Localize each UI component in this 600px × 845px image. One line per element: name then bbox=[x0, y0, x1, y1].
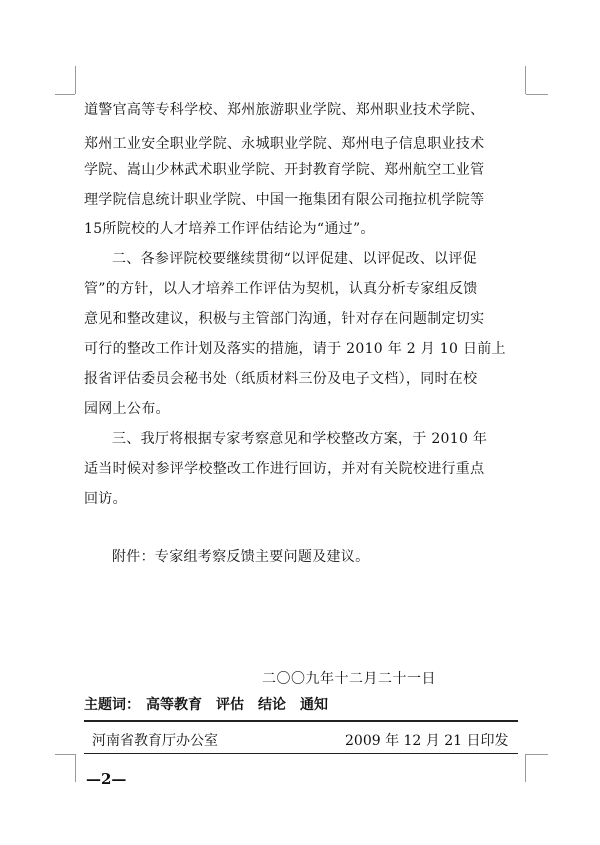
issue-date: 二〇〇九年十二月二十一日 bbox=[262, 671, 436, 687]
body-line: 三、我厅将根据专家考察意见和学校整改方案，于 2010 年 bbox=[112, 431, 488, 447]
keywords-row bbox=[84, 694, 342, 714]
issuer-office: 河南省教育厅办公室 bbox=[92, 733, 218, 749]
crop-mark-bottom-left-vertical bbox=[75, 754, 76, 782]
body-line: 回访。 bbox=[84, 491, 127, 507]
body-line: 学院、嵩山少林武术职业学院、开封教育学院、郑州航空工业管 bbox=[84, 162, 485, 178]
keyword: 结论 bbox=[258, 697, 286, 713]
crop-mark-top-left-vertical bbox=[75, 66, 76, 94]
body-line: 道警官高等专科学校、郑州旅游职业学院、郑州职业技术学院、 bbox=[84, 102, 485, 118]
divider-bottom bbox=[84, 753, 518, 754]
crop-mark-bottom-right-vertical bbox=[525, 754, 526, 782]
body-line: 可行的整改工作计划及落实的措施，请于 2010 年 2 月 10 日前上 bbox=[84, 341, 506, 357]
body-line: 适当时候对参评学校整改工作进行回访，并对有关院校进行重点 bbox=[84, 461, 485, 477]
print-date: 2009 年 12 月 21 日印发 bbox=[345, 733, 509, 749]
body-line: 意见和整改建议，积极与主管部门沟通，针对存在问题制定切实 bbox=[84, 311, 485, 327]
keyword: 评估 bbox=[216, 697, 244, 713]
body-line: 15所院校的人才培养工作评估结论为“通过”。 bbox=[84, 221, 375, 237]
body-line: 二、各参评院校要继续贯彻“以评促建、以评促改、以评促 bbox=[112, 251, 477, 267]
crop-mark-top-left-horizontal bbox=[55, 94, 75, 95]
divider-top bbox=[84, 720, 518, 722]
body-line: 园网上公布。 bbox=[84, 401, 170, 417]
attachment-line: 附件：专家组考察反馈主要问题及建议。 bbox=[112, 549, 370, 565]
crop-mark-top-right-horizontal bbox=[526, 94, 548, 95]
body-line: 报省评估委员会秘书处（纸质材料三份及电子文档），同时在校 bbox=[84, 371, 478, 387]
keyword: 高等教育 bbox=[146, 697, 202, 713]
body-line: 管”的方针，以人才培养工作评估为契机，认真分析专家组反馈 bbox=[84, 281, 478, 297]
keyword: 通知 bbox=[300, 697, 328, 713]
crop-mark-bottom-right-horizontal bbox=[526, 754, 548, 755]
page-number: —2— bbox=[86, 770, 127, 788]
body-line: 郑州工业安全职业学院、永城职业学院、郑州电子信息职业技术 bbox=[84, 136, 485, 152]
keywords-label: 主题词： bbox=[84, 697, 140, 713]
body-line: 理学院信息统计职业学院、中国一拖集团有限公司拖拉机学院等 bbox=[84, 192, 485, 208]
crop-mark-bottom-left-horizontal bbox=[55, 754, 75, 755]
crop-mark-top-right-vertical bbox=[525, 66, 526, 94]
